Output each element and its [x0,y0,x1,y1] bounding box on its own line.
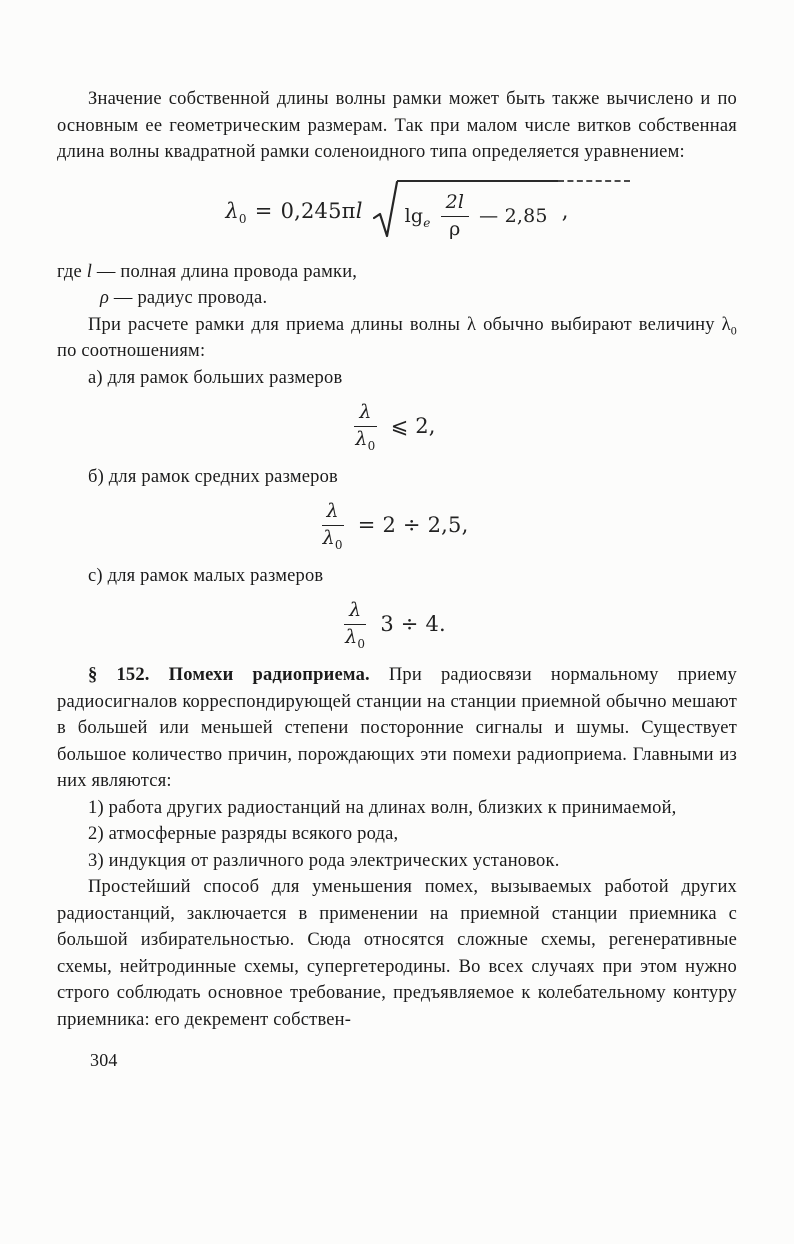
page-footer [57,1047,737,1074]
fraction-numerator: 2l [441,192,470,217]
radicand [397,180,558,244]
ratio-numerator: λ [344,600,366,625]
length-variable-def: l [86,261,93,282]
formula-small-frames [57,599,737,652]
radius-definition: — радиус провода. [109,288,268,308]
formula-natural-wavelength [57,180,737,244]
length-definition: — полная длина провода рамки, [92,261,358,282]
ratio-denominator: $\lambda_0$ [345,626,366,652]
radical-sign-icon [373,180,399,242]
lambda-subscript: 0 [238,212,247,227]
formula-medium-frames [57,501,737,550]
ratio-numerator: λ [354,402,376,427]
ratio-selection-text-a: При расчете рамки для приема длины волны λ обычно выбирают величину λ [88,314,731,335]
formula-large-frames [57,402,737,451]
item-medium-frames: б) для рамок средних размеров [88,466,338,487]
paragraph-ratio-selection [57,312,737,365]
vinculum-extension [558,180,630,182]
lambda-symbol: λ [225,198,239,223]
inline-lambda-subscript: 0 [730,323,737,338]
relation-medium-frames: = 2 ÷ 2,5, [357,512,469,537]
rho-variable-def: ρ [100,288,110,308]
coefficient-value: 0,245π [280,198,356,223]
log-label: lg [404,205,424,228]
paragraph-interference-mitigation: Простейший способ для уменьшения помех, вызываемых работой других радиостанций, заключается в применении на приемной станции приемника с большой избирательностью. Сюда относятся сложные схемы, регенеративные схемы, нейтродинные схемы, супергетеродины. Во всех случаях при этом нужно строго соблюдать основное требование, предъявляемое к колебательному контуру приемника: его декремент собствен- [57,877,737,1030]
fraction-denominator: ρ [449,218,461,240]
relation-large-frames: ⩽ 2, [390,413,436,438]
where-label: где [57,261,82,282]
ratio-denominator: $\lambda_0$ [322,527,343,552]
page-number: 304 [90,1050,118,1071]
log-base: e [423,215,431,230]
ratio-numerator: λ [322,501,344,526]
subtrahend-term: — 2,85 [479,205,548,228]
variable-definitions [57,259,737,312]
square-root [373,180,558,244]
ratio-selection-text-b: по соотношениям: [57,341,206,361]
section-152-paragraph [57,662,737,795]
list-item-3: 3) индукция от различного рода электрических установок. [88,850,560,871]
list-item-2: 2) атмосферные разряды всякого рода, [88,824,399,845]
lambda-zero-term [225,198,247,227]
relation-small-frames: 3 ÷ 4. [380,612,446,637]
coefficient-term [281,199,363,224]
section-body-text: При радиосвязи нормальному приему радиосигналов корреспондирующей станции на станции приемной обычно мешают в большей или меньшей степени посторонние сигналы и шумы. Существует большое количество причин, порождающих эти помехи радиоприема. Главными из них являются: [57,665,737,792]
section-heading: § 152. Помехи радиоприема. [88,665,370,686]
list-item-1: 1) работа других радиостанций на длинах волн, близких к принимаемой, [88,797,677,818]
lambda-ratio-fraction [322,501,344,550]
ratio-denominator: $\lambda_0$ [355,427,376,453]
equals-sign: = [254,198,273,223]
lambda-ratio-fraction [344,599,366,652]
log-term [405,205,431,228]
item-small-frames: с) для рамок малых размеров [88,565,324,586]
item-large-frames: а) для рамок больших размеров [88,367,343,388]
paragraph-wavelength-intro: Значение собственной длины волны рамки может быть также вычислено и по основным ее геометрическим размерам. Так при малом числе витков собственная длина волны квадратной рамки соленоидного типа определяется уравнением: [57,89,737,162]
radius-definition-line [100,288,267,308]
length-variable: l [355,198,363,223]
lambda-ratio-fraction [354,402,376,451]
trailing-comma: , [561,198,569,223]
fraction-2l-over-rho [441,192,470,241]
